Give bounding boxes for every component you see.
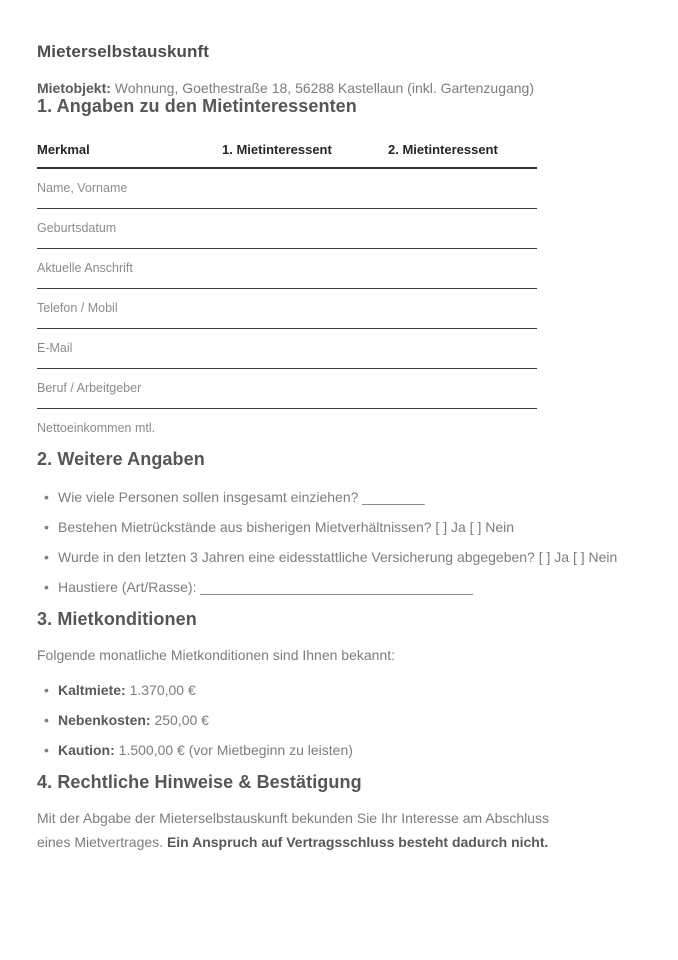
document-title: Mieterselbstauskunft <box>37 42 210 61</box>
list-item <box>58 712 618 729</box>
table-header-merkmal: Merkmal <box>37 142 90 157</box>
table-row <box>37 209 537 249</box>
table-row <box>37 249 537 289</box>
list-item: • Wie viele Personen sollen insgesamt einziehen? ________ <box>58 489 618 506</box>
property-label: Mietobjekt: <box>37 80 111 96</box>
row-label: E-Mail <box>37 341 73 355</box>
condition-label: Kaution: <box>58 742 115 758</box>
condition-value: 250,00 € <box>154 712 209 728</box>
further-info-list <box>37 489 618 596</box>
row-label: Aktuelle Anschrift <box>37 261 133 275</box>
legal-text: Mit der Abgabe der Mieterselbstauskunft bekunden Sie Ihr Interesse am Abschluss eines Mietvertrages. <box>37 810 550 850</box>
property-value: Wohnung, Goethestraße 18, 56288 Kastellaun (inkl. Gartenzugang) <box>114 80 535 96</box>
conditions-intro: Folgende monatliche Mietkonditionen sind Ihnen bekannt: <box>37 647 396 663</box>
property-line <box>37 80 618 96</box>
row-label: Beruf / Arbeitgeber <box>37 381 142 395</box>
list-item <box>58 742 618 759</box>
condition-value: 1.370,00 € <box>129 682 196 698</box>
table-row <box>37 169 537 209</box>
condition-label: Kaltmiete: <box>58 682 126 698</box>
rent-conditions-list <box>37 682 618 759</box>
legal-paragraph <box>37 806 582 854</box>
table-row <box>37 289 537 329</box>
section-4-heading: 4. Rechtliche Hinweise & Bestätigung <box>37 772 362 792</box>
row-label: Name, Vorname <box>37 181 128 195</box>
legal-bold-text: Ein Anspruch auf Vertragsschluss besteht dadurch nicht. <box>166 834 549 850</box>
table-header-applicant-1: 1. Mietinteressent <box>222 142 332 157</box>
table-row <box>37 329 537 369</box>
table-header-row <box>37 142 537 169</box>
table-row <box>37 369 537 409</box>
list-item: • Bestehen Mietrückstände aus bisherigen Mietverhältnissen? [ ] Ja [ ] Nein <box>58 519 618 536</box>
condition-label: Nebenkosten: <box>58 712 151 728</box>
row-label: Nettoeinkommen mtl. <box>37 421 156 435</box>
list-item <box>58 682 618 699</box>
applicants-table <box>37 142 537 449</box>
table-header-applicant-2: 2. Mietinteressent <box>388 142 498 157</box>
table-row <box>37 409 537 449</box>
section-2-heading: 2. Weitere Angaben <box>37 449 205 469</box>
list-item: • Wurde in den letzten 3 Jahren eine eidesstattliche Versicherung abgegeben? [ ] Ja [ ] Nein <box>58 549 618 566</box>
condition-value: 1.500,00 € (vor Mietbeginn zu leisten) <box>118 742 353 758</box>
section-1-heading: 1. Angaben zu den Mietinteressenten <box>37 96 357 116</box>
row-label: Geburtsdatum <box>37 221 117 235</box>
list-item: • Haustiere (Art/Rasse): ___________________________________ <box>58 579 618 596</box>
section-3-heading: 3. Mietkonditionen <box>37 609 197 629</box>
row-label: Telefon / Mobil <box>37 301 118 315</box>
